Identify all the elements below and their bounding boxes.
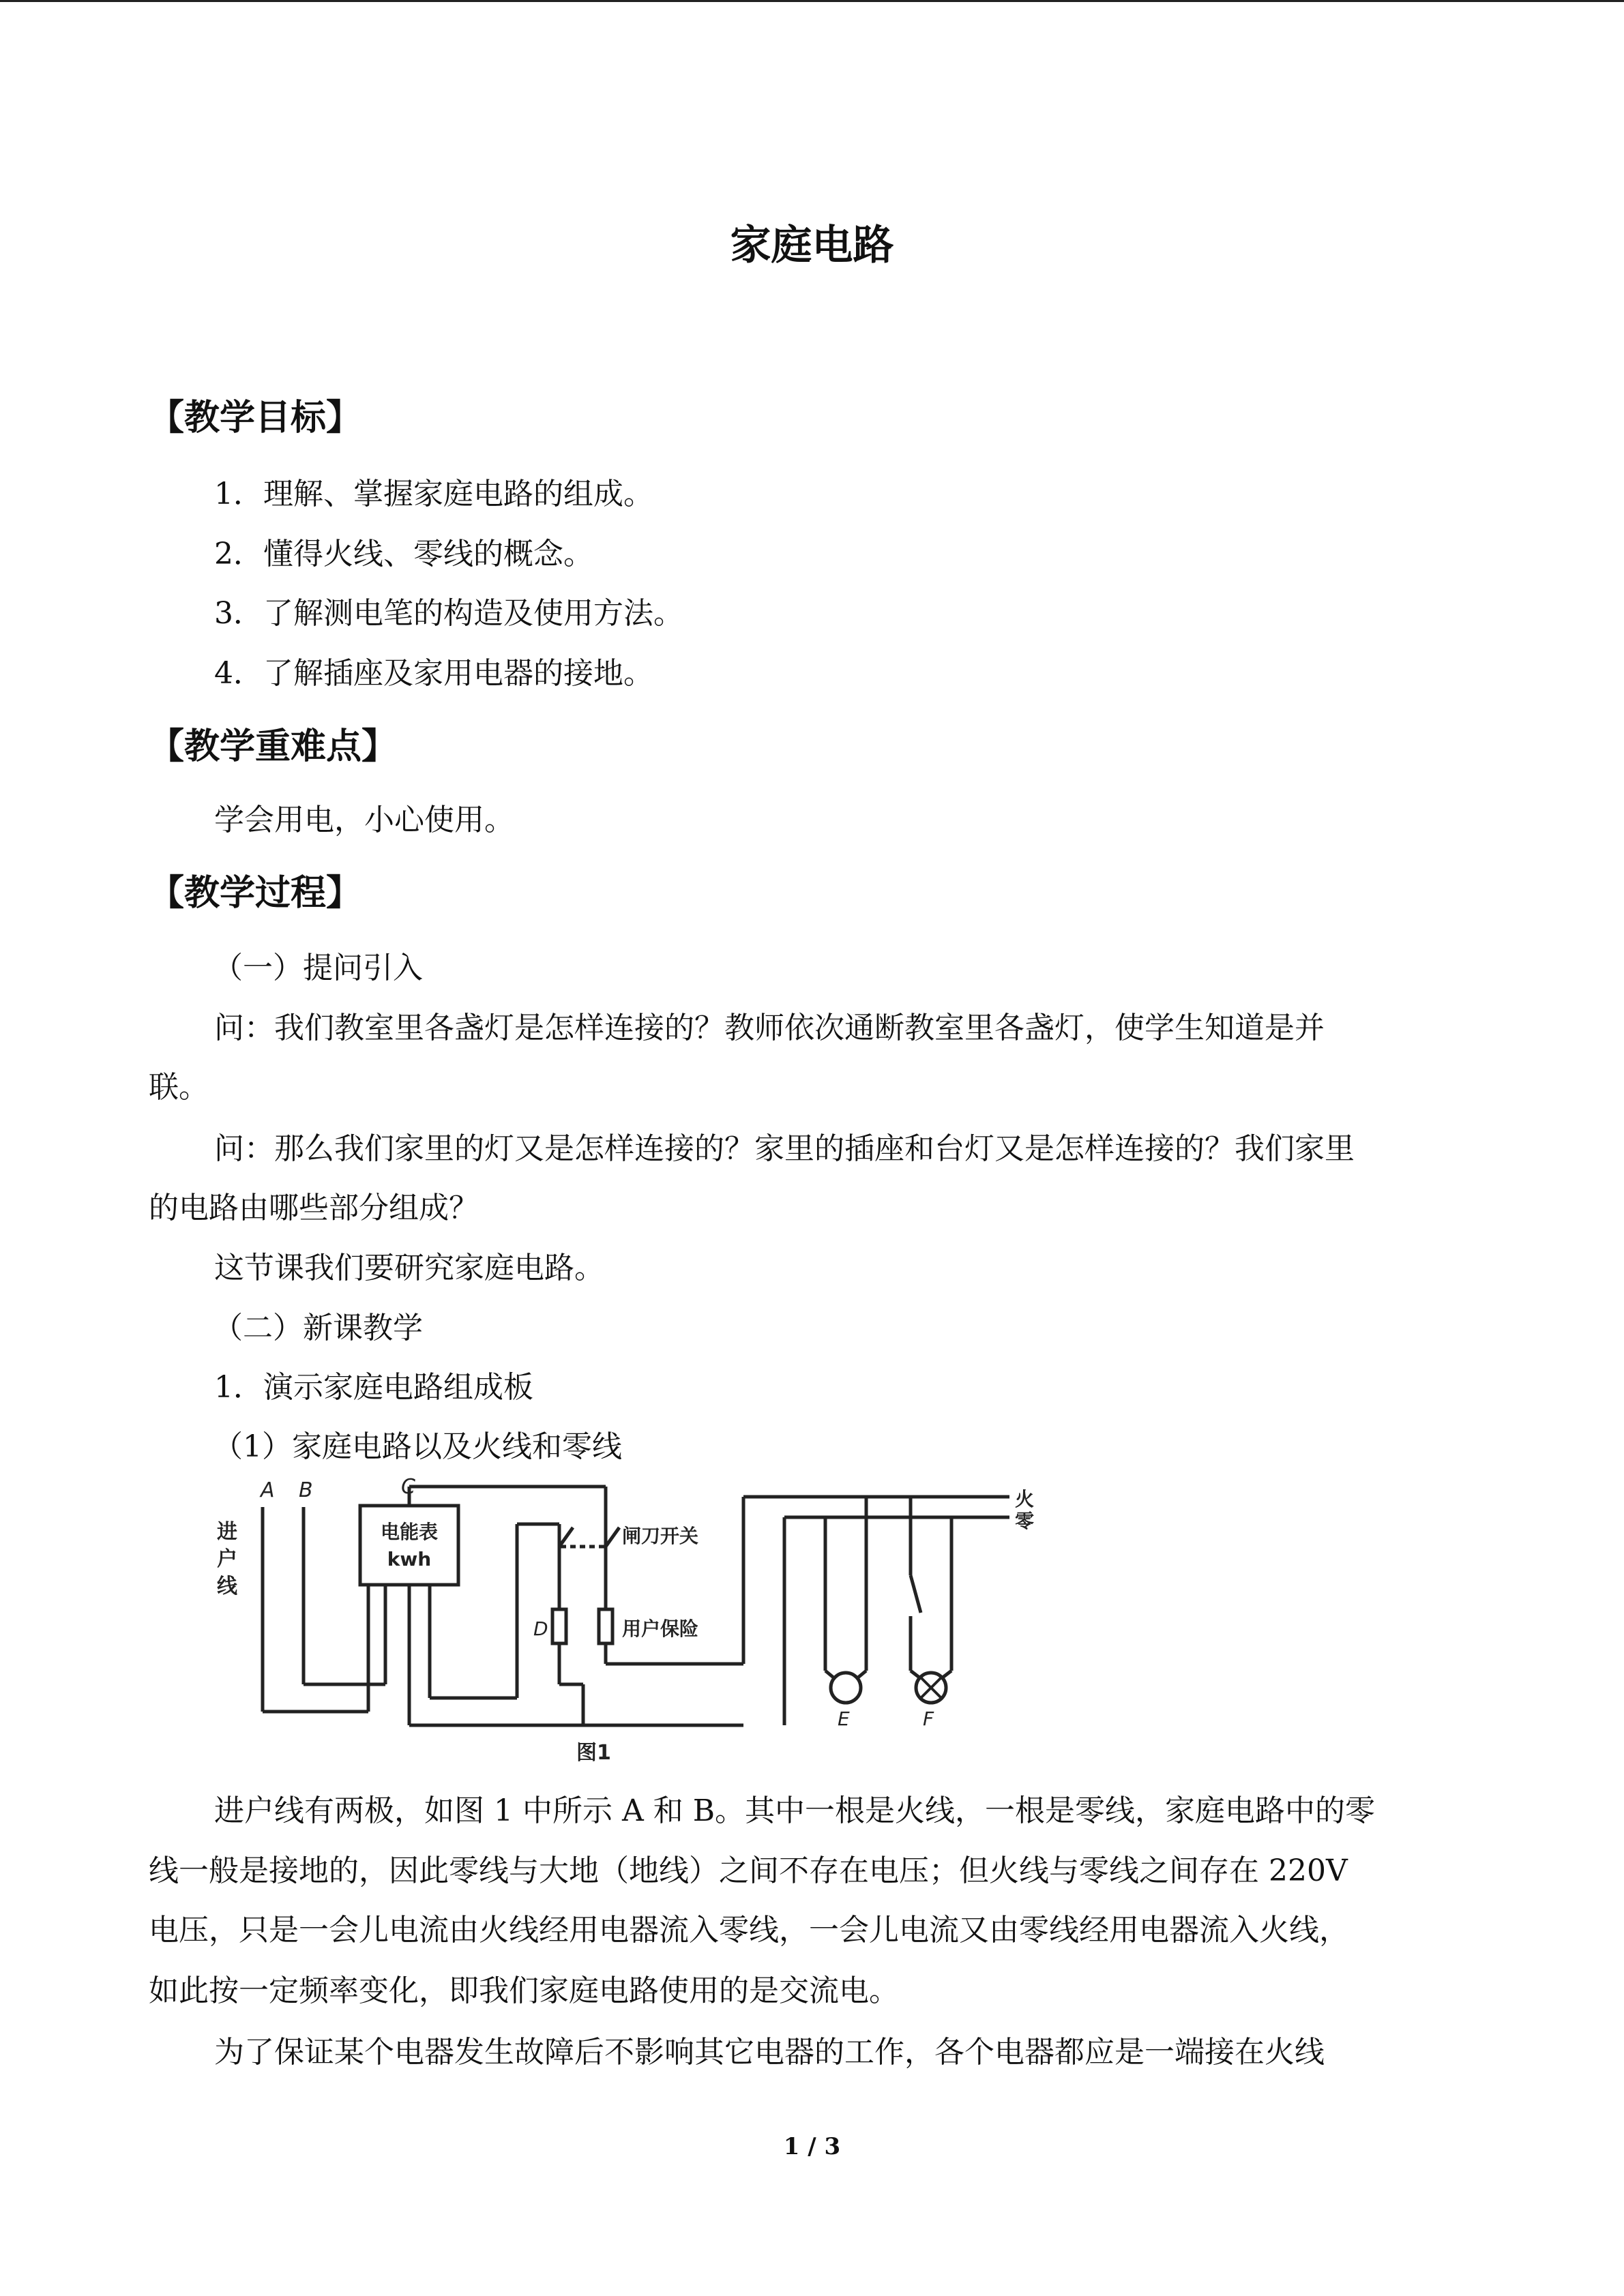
item1-1-heading: （1）家庭电路以及火线和零线 <box>213 1429 622 1464</box>
page-title: 家庭电路 <box>730 222 894 269</box>
item1-heading: 1．演示家庭电路组成板 <box>214 1370 533 1405</box>
intro-text: 这节课我们要研究家庭电路。 <box>214 1251 604 1285</box>
label-a: A <box>261 1478 275 1502</box>
energy-meter-box <box>360 1506 458 1585</box>
objective-item-3: 3．了解测电笔的构造及使用方法。 <box>214 596 683 631</box>
label-d: D <box>533 1617 548 1640</box>
objective-item-4: 4．了解插座及家用电器的接地。 <box>214 656 653 691</box>
label-f: F <box>923 1708 934 1730</box>
objective-item-2: 2．懂得火线、零线的概念。 <box>214 537 593 571</box>
meter-unit: kwh <box>387 1548 432 1570</box>
fuse-user <box>599 1609 612 1643</box>
fuse-label: 用户保险 <box>622 1617 699 1640</box>
para1-line1: 进户线有两极，如图 1 中所示 A 和 B。其中一根是火线，一根是零线，家庭电路中的零 <box>214 1793 1376 1828</box>
process-sub2: （二）新课教学 <box>213 1311 423 1345</box>
process-sub1: （一）提问引入 <box>213 951 423 985</box>
lamp-switch <box>911 1575 921 1613</box>
para1-line2: 线一般是接地的，因此零线与大地（地线）之间不存在电压；但火线与零线之间存在 220V <box>149 1853 1348 1888</box>
knife-switch-label: 闸刀开关 <box>622 1525 699 1547</box>
para2-line1: 为了保证某个电器发生故障后不影响其它电器的工作，各个电器都应是一端接在火线 <box>214 2035 1325 2070</box>
label-b: B <box>299 1478 313 1502</box>
neutral-label: 零 <box>1015 1510 1035 1532</box>
circuit-figure <box>205 1466 1078 1780</box>
question1-line2: 联。 <box>149 1070 209 1105</box>
keypoints-text: 学会用电，小心使用。 <box>214 803 514 837</box>
para1-line3: 电压，只是一会儿电流由火线经用电器流入零线，一会儿电流又由零线经用电器流入火线， <box>149 1913 1349 1948</box>
page-number: 1 / 3 <box>783 2133 841 2160</box>
objectives-heading: 【教学目标】 <box>149 397 362 438</box>
question2-line1: 问：那么我们家里的灯又是怎样连接的？家里的插座和台灯又是怎样连接的？我们家里 <box>214 1131 1355 1166</box>
top-border <box>0 0 1624 2</box>
process-heading: 【教学过程】 <box>149 872 362 914</box>
figure-caption: 图1 <box>576 1741 611 1765</box>
para1-line4: 如此按一定频率变化，即我们家庭电路使用的是交流电。 <box>149 1973 899 2008</box>
question1-line1: 问：我们教室里各盏灯是怎样连接的？教师依次通断教室里各盏灯，使学生知道是并 <box>214 1011 1325 1045</box>
label-e: E <box>838 1708 850 1730</box>
inlet-label-1: 进 <box>217 1520 237 1544</box>
inlet-label-2: 户 <box>217 1547 237 1571</box>
inlet-label-3: 线 <box>217 1575 237 1598</box>
label-c: C <box>401 1475 415 1499</box>
keypoints-heading: 【教学重难点】 <box>149 726 398 767</box>
objective-item-1: 1．理解、掌握家庭电路的组成。 <box>214 477 653 511</box>
fuse-d <box>552 1609 566 1643</box>
meter-label: 电能表 <box>380 1521 439 1543</box>
live-label: 火 <box>1015 1488 1035 1510</box>
question2-line2: 的电路由哪些部分组成？ <box>149 1191 479 1225</box>
lamp-e <box>831 1673 861 1703</box>
